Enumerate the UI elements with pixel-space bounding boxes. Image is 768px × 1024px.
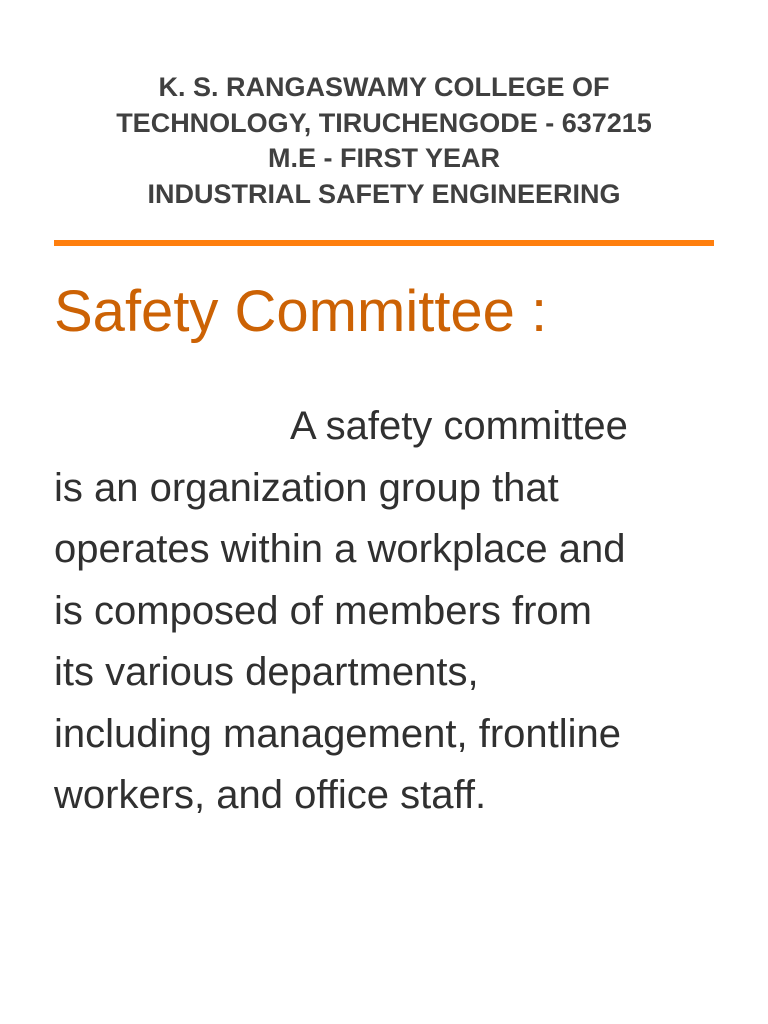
- paragraph-line: workers, and office staff.: [54, 773, 487, 817]
- institution-header: [54, 70, 714, 212]
- header-divider: [54, 240, 714, 246]
- slide-title: Safety Committee :: [54, 279, 548, 344]
- paragraph-line: operates within a workplace and: [54, 527, 626, 571]
- paragraph-line: its various departments,: [54, 650, 479, 694]
- paragraph-line: including management, frontline: [54, 711, 622, 756]
- header-line-college: K. S. RANGASWAMY COLLEGE OF: [158, 72, 610, 102]
- header-line-location: TECHNOLOGY, TIRUCHENGODE - 637215: [116, 107, 652, 138]
- paragraph-line: A safety committee: [290, 404, 628, 448]
- header-line-course-year: M.E - FIRST YEAR: [267, 143, 501, 173]
- paragraph-line: is an organization group that: [54, 465, 559, 510]
- paragraph-line: is composed of members from: [54, 588, 592, 633]
- definition-paragraph: [54, 396, 714, 827]
- header-line-subject: INDUSTRIAL SAFETY ENGINEERING: [147, 178, 621, 209]
